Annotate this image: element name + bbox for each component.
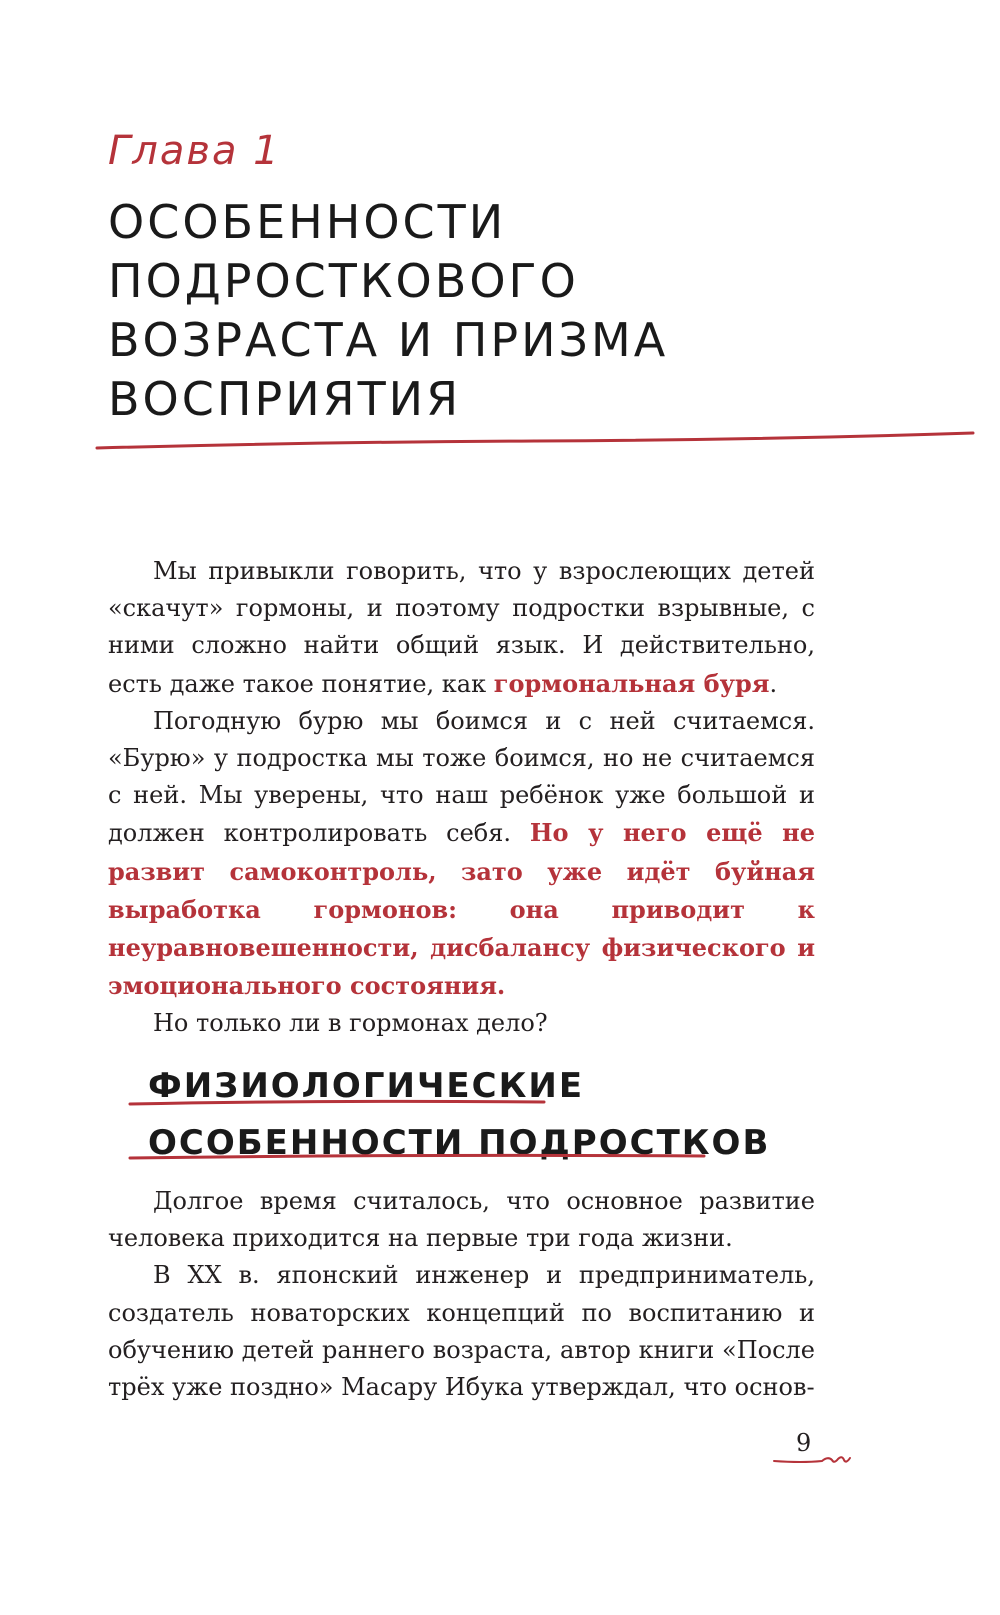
paragraph-end: . [769, 669, 778, 698]
section-heading-underline [128, 1096, 548, 1110]
paragraph: В XX в. японский инженер и предприниматель, создатель новаторских концепций по воспитанию и обучению детей раннего возраста, автор книги «После трёх уже поздно» Масару Ибука утверждал, что основ- [108, 1261, 815, 1402]
chapter-label: Глава 1 [108, 128, 281, 174]
paragraph [108, 703, 815, 1006]
chapter-title-line: ВОЗРАСТА И ПРИЗМА [108, 313, 669, 367]
highlighted-passage: Но у него ещё не развит самоконтроль, зато уже идёт буйная выработка гормонов: она приводит к неуравновешенности, дисбалансу физического и эмоционального состояния. [108, 818, 815, 1001]
chapter-title [108, 193, 968, 429]
highlighted-term: гормональная буря [493, 668, 770, 698]
chapter-title-underline [95, 428, 975, 458]
page-number: 9 [796, 1429, 812, 1457]
section-heading-underline [128, 1150, 708, 1164]
section-heading-line: ФИЗИОЛОГИЧЕСКИЕ [148, 1066, 585, 1106]
paragraph-text: Мы привыкли говорить, что у взрослеющих детей «скачут» гормоны, и поэтому подростки взрывные, с ними сложно найти общий язык. И действительно, есть даже такое понятие, как [108, 557, 815, 698]
chapter-title-line: ПОДРОСТКОВОГО [108, 254, 579, 308]
paragraph: Долгое время считалось, что основное развитие человека приходится на первые три года жизни. [108, 1187, 815, 1253]
chapter-title-line: ОСОБЕННОСТИ [108, 195, 507, 249]
section-heading-line: ОСОБЕННОСТИ ПОДРОСТКОВ [148, 1123, 771, 1163]
section-text [108, 1183, 815, 1406]
intro-text [108, 553, 815, 1043]
paragraph: Но только ли в гормонах дело? [153, 1009, 548, 1038]
page-number-flourish [772, 1452, 852, 1468]
chapter-title-line: ВОСПРИЯТИЯ [108, 372, 462, 426]
paragraph [108, 553, 815, 703]
paragraph-text: Погодную бурю мы боимся и с ней считаемся. «Бурю» у подростка мы тоже боимся, но не считаемся с ней. Мы уверены, что наш ребёнок уже большой и должен контролировать себя. [108, 706, 815, 848]
